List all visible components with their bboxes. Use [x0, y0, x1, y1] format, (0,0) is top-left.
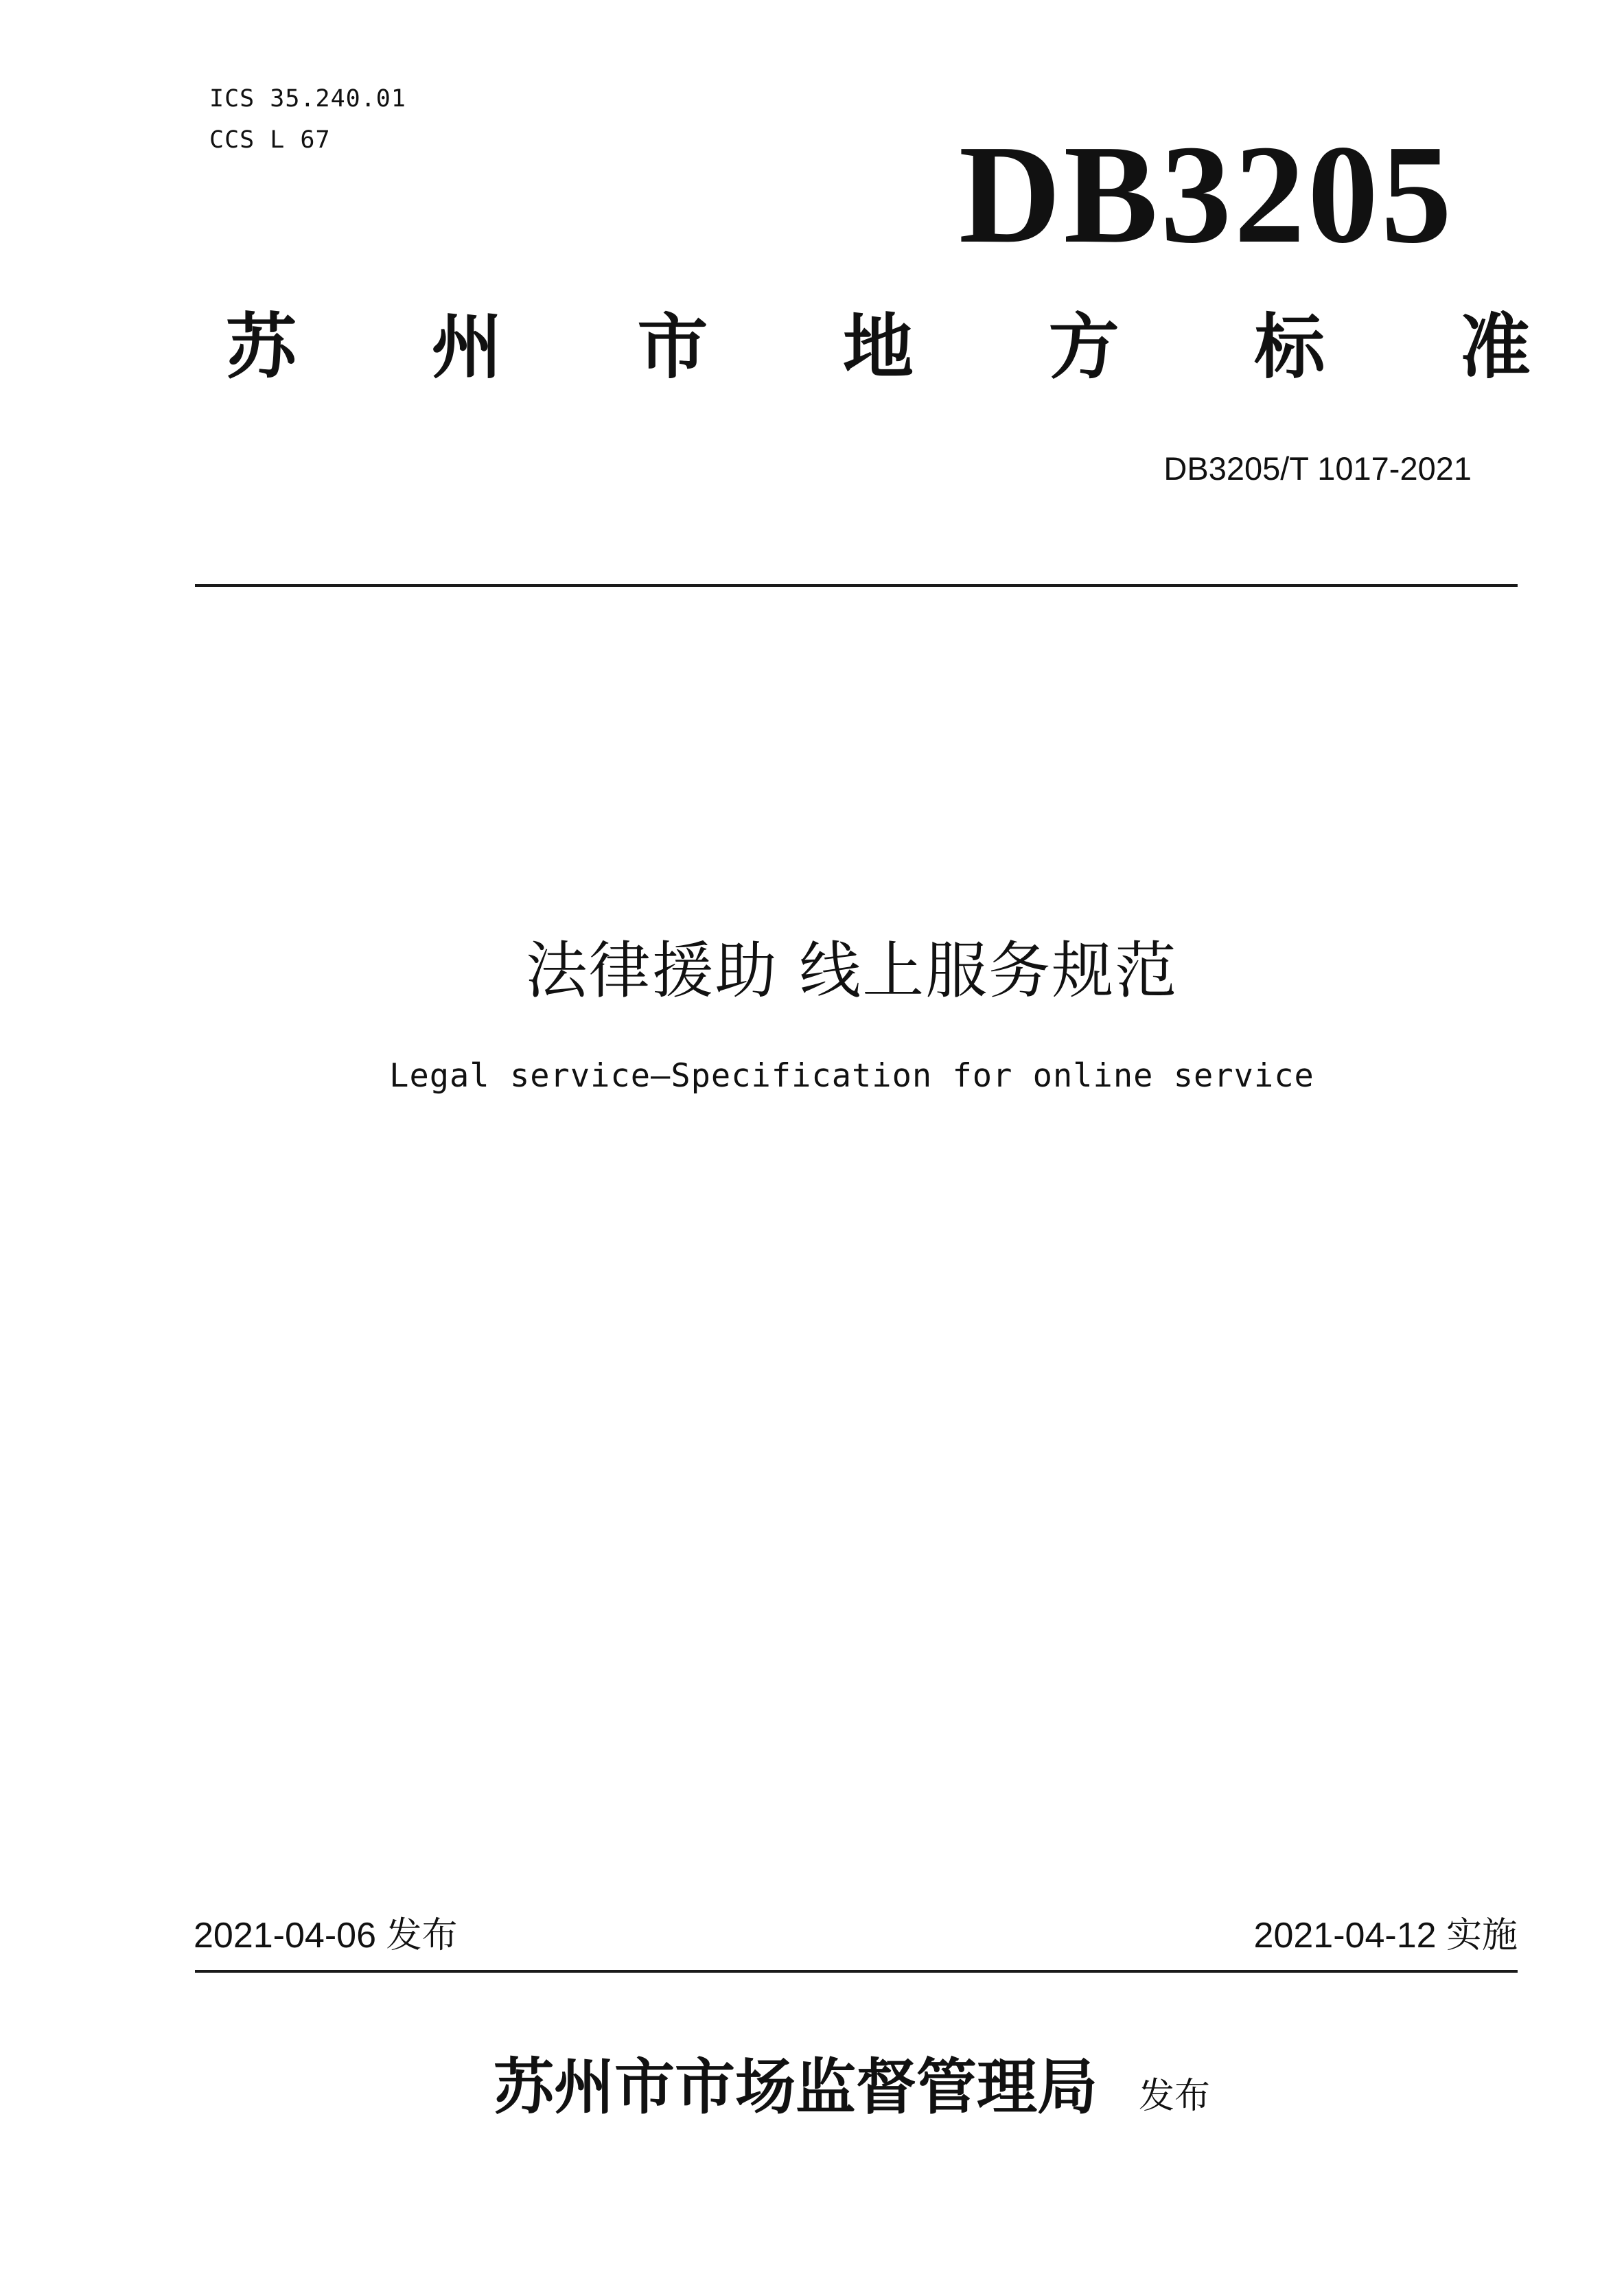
standard-type-char: 准 [1459, 305, 1531, 389]
standard-type-char: 苏 [226, 305, 297, 389]
document-title-chinese: 法律援助 线上服务规范 [525, 935, 1179, 1007]
top-divider [195, 584, 1518, 587]
ics-code: ICS 35.240.01 [209, 85, 406, 113]
standard-type-heading [226, 304, 1531, 390]
issuer-suffix: 发布 [1139, 2076, 1211, 2117]
standard-type-char: 方 [1048, 305, 1120, 389]
publish-date: 2021-04-06 发布 [194, 1916, 458, 1956]
document-title-english: Legal service—Specification for online service [389, 1057, 1314, 1095]
bottom-divider [195, 1970, 1518, 1973]
standard-number: DB3205/T 1017-2021 [1163, 450, 1472, 487]
standard-code: DB3205 [958, 115, 1454, 272]
standard-type-char: 标 [1254, 305, 1325, 389]
issuer-name: 苏州市市场监督管理局 [493, 2051, 1098, 2122]
standard-type-char: 州 [431, 305, 502, 389]
standard-type-char: 地 [842, 305, 914, 389]
issuer-line [0, 2049, 1624, 2124]
standard-type-char: 市 [637, 305, 708, 389]
ccs-code: CCS L 67 [209, 126, 331, 154]
implement-date: 2021-04-12 实施 [1253, 1916, 1518, 1956]
